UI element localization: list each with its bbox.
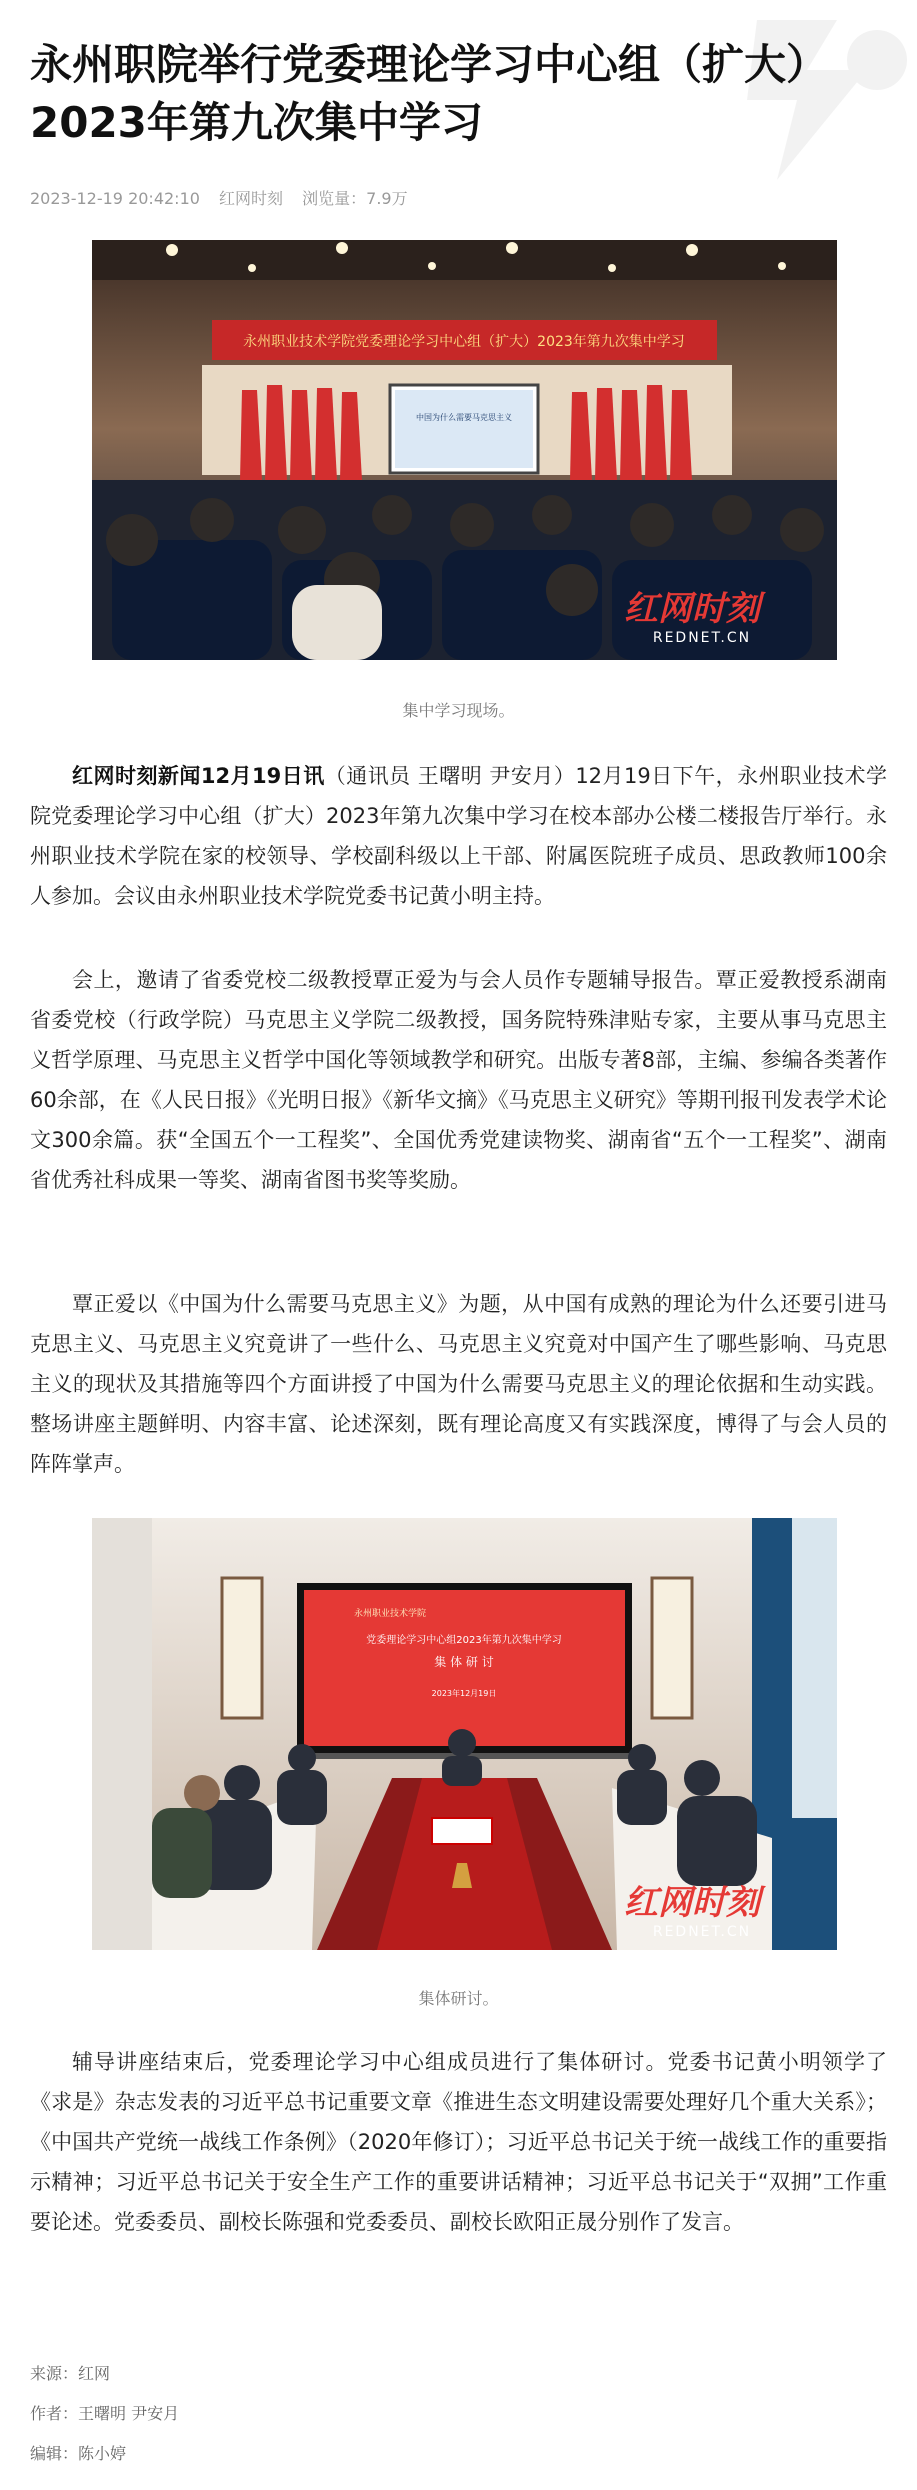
rednet-logo-sub: REDNET.CN [652,630,752,646]
rednet-logo-text-2: 红网时刻 [624,1883,760,1923]
view-count: 浏览量：7.9万 [302,189,408,208]
figure1-caption: 集中学习现场。 [402,701,515,720]
publish-date: 2023-12-19 20:42:10 [30,189,200,208]
paragraph-3: 覃正爱以《中国为什么需要马克思主义》为题，从中国有成熟的理论为什么还要引进马克思主义、马克思主义究竟讲了一些什么、马克思主义究竟对中国产生了哪些影响、马克思主义的现状及其措施等四个方面讲授了中国为什么需要马克思主义的理论依据和生动实践。整场讲座主题鲜明、内容丰富、论述深刻，既有理论高度又有实践深度，博得了与会人员的阵阵掌声。 [30,1292,887,1476]
group-discussion-photo [92,1518,837,1950]
article-footer [30,2354,179,2474]
footer-source: 来源：红网 [30,2364,111,2383]
article-source-link[interactable]: 红网时刻 [219,189,284,208]
paragraph-2: 会上，邀请了省委党校二级教授覃正爱为与会人员作专题辅导报告。覃正爱教授系湖南省委党校（行政学院）马克思主义学院二级教授，国务院特殊津贴专家，主要从事马克思主义哲学原理、马克思主义哲学中国化等领域教学和研究。出版专著8部，主编、参编各类著作60余部，在《人民日报》《光明日报》《新华文摘》《马克思主义研究》等期刊报刊发表学术论文300余篇。获“全国五个一工程奖”、全国优秀党建读物奖、湖南省“五个一工程奖”、湖南省优秀社科成果一等奖、湖南省图书奖等奖励。 [30,968,887,1192]
paragraph-1 [30,756,887,916]
figure2-caption: 集体研讨。 [418,1989,499,2008]
rednet-logo-sub-2: REDNET.CN [652,1924,752,1940]
room-screen-line2: 集 体 研 讨 [434,1655,494,1669]
article-title: 永州职院举行党委理论学习中心组（扩大）2023年第九次集中学习 [30,40,829,147]
hall-banner-text: 永州职业技术学院党委理论学习中心组（扩大）2023年第九次集中学习 [243,334,685,350]
footer-editor: 编辑：陈小婷 [30,2444,127,2463]
lecture-hall-photo [92,240,837,660]
room-screen-date: 2023年12月19日 [431,1689,497,1698]
footer-author: 作者：王曙明 尹安月 [30,2404,180,2423]
article-meta [30,186,422,209]
room-screen-school: 永州职业技术学院 [354,1609,427,1619]
hall-screen-text: 中国为什么需要马克思主义 [416,413,512,422]
dateline: 红网时刻新闻12月19日讯 [72,764,325,788]
room-screen-line1: 党委理论学习中心组2023年第九次集中学习 [366,1635,562,1646]
paragraph-1-body: （通讯员 王曙明 尹安月）12月19日下午，永州职业技术学院党委理论学习中心组（扩大）2023年第九次集中学习在校本部办公楼二楼报告厅举行。永州职业技术学院在家的校领导、学校副科级以上干部、附属医院班子成员、思政教师100余人参加。会议由永州职业技术学院党委书记黄小明主持。 [30,764,887,908]
paragraph-4: 辅导讲座结束后，党委理论学习中心组成员进行了集体研讨。党委书记黄小明领学了《求是》杂志发表的习近平总书记重要文章《推进生态文明建设需要处理好几个重大关系》；《中国共产党统一战线工作条例》（2020年修订）；习近平总书记关于统一战线工作的重要指示精神；习近平总书记关于安全生产工作的重要讲话精神；习近平总书记关于“双拥”工作重要论述。党委委员、副校长陈强和党委委员、副校长欧阳正晟分别作了发言。 [30,2050,887,2234]
rednet-logo-text: 红网时刻 [624,589,760,629]
